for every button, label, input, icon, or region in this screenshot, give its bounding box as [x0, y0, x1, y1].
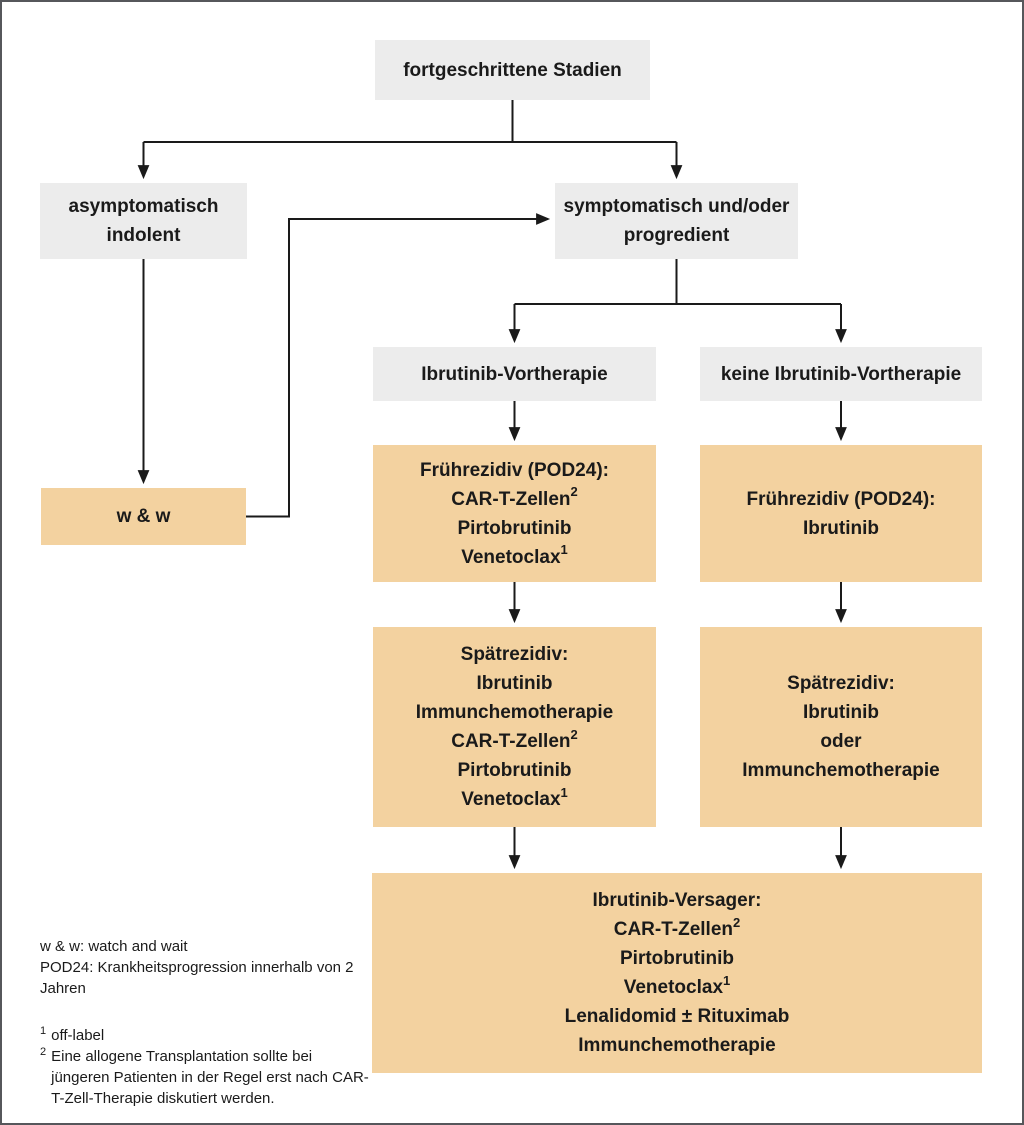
box-line: Lenalidomid ± Rituximab	[564, 1006, 790, 1027]
box-line: CAR-T-Zellen$^2$	[451, 726, 578, 752]
flow-box-asymptomatic-indolent	[40, 183, 247, 259]
flow-box-watch-and-wait	[41, 488, 246, 545]
footnote-2	[40, 1046, 372, 1109]
box-line: Ibrutinib	[803, 702, 879, 723]
footnote-1	[40, 1025, 372, 1046]
footnote-marker: 2	[40, 1046, 47, 1058]
box-line: Venetoclax$^1$	[461, 784, 568, 810]
footnote-marker: 2	[733, 914, 741, 930]
footnote-text: Eine allogene Transplantation sollte bei jüngeren Patienten in der Regel erst nach CAR-T-Zell-Therapie diskutiert werden.	[51, 1048, 369, 1107]
box-line: Ibrutinib-Vortherapie	[421, 363, 608, 385]
footnote-marker: 2	[570, 726, 578, 742]
box-line: CAR-T-Zellen$^2$	[613, 914, 741, 940]
box-line: asymptomatisch	[68, 196, 219, 217]
footnote-text: off-label	[51, 1027, 105, 1044]
flow-box-advanced-stages	[375, 40, 650, 100]
flow-box-ibrutinib-failure	[372, 873, 982, 1073]
box-line: indolent	[106, 225, 181, 246]
box-line: Immunchemotherapie	[578, 1035, 776, 1056]
box-line: Frührezidiv (POD24):	[746, 488, 936, 510]
abbreviation-ww: w & w: watch and wait	[40, 938, 188, 955]
box-line: Pirtobrutinib	[457, 517, 572, 539]
footnote-abbreviations	[40, 936, 372, 999]
box-line: Spätrezidiv:	[787, 673, 895, 694]
footnote-marker: 2	[570, 484, 578, 500]
footnote-marker: 1	[723, 972, 731, 988]
footnote-marker: 1	[560, 542, 568, 558]
box-line: Ibrutinib	[476, 673, 553, 694]
flow-box-early-relapse-after-ibrutinib	[373, 445, 656, 582]
flow-box-early-relapse-no-pretherapy	[700, 445, 982, 582]
box-line: keine Ibrutinib-Vortherapie	[720, 363, 962, 385]
box-line: Venetoclax$^1$	[623, 972, 731, 998]
flow-box-late-relapse-after-ibrutinib	[373, 627, 656, 827]
flow-box-late-relapse-no-pretherapy	[700, 627, 982, 827]
footnote-marker: 1	[560, 784, 568, 800]
box-line: Spätrezidiv:	[460, 644, 569, 665]
box-line: symptomatisch und/oder	[563, 196, 790, 217]
box-line: Ibrutinib-Versager:	[592, 890, 762, 911]
abbreviation-pod24: POD24: Krankheitsprogression innerhalb von 2 Jahren	[40, 959, 354, 997]
box-line: Immunchemotherapie	[415, 702, 614, 723]
box-line: Venetoclax$^1$	[461, 542, 568, 568]
box-line: Immunchemotherapie	[742, 760, 940, 781]
footnotes	[40, 936, 372, 1109]
box-line: oder	[820, 731, 862, 752]
box-line: progredient	[623, 225, 730, 246]
flow-box-ibrutinib-pretherapy	[373, 347, 656, 401]
box-line: Frührezidiv (POD24):	[420, 459, 609, 481]
footnote-marker: 1	[40, 1025, 47, 1037]
box-line: fortgeschrittene Stadien	[403, 59, 622, 81]
box-line: Pirtobrutinib	[620, 948, 734, 969]
box-line: w & w	[116, 506, 171, 527]
flow-box-symptomatic-progredient	[555, 183, 798, 259]
box-line: Pirtobrutinib	[457, 760, 572, 781]
flow-box-no-ibrutinib-pretherapy	[700, 347, 982, 401]
box-line: Ibrutinib	[803, 517, 879, 539]
box-line: CAR-T-Zellen$^2$	[451, 484, 578, 510]
